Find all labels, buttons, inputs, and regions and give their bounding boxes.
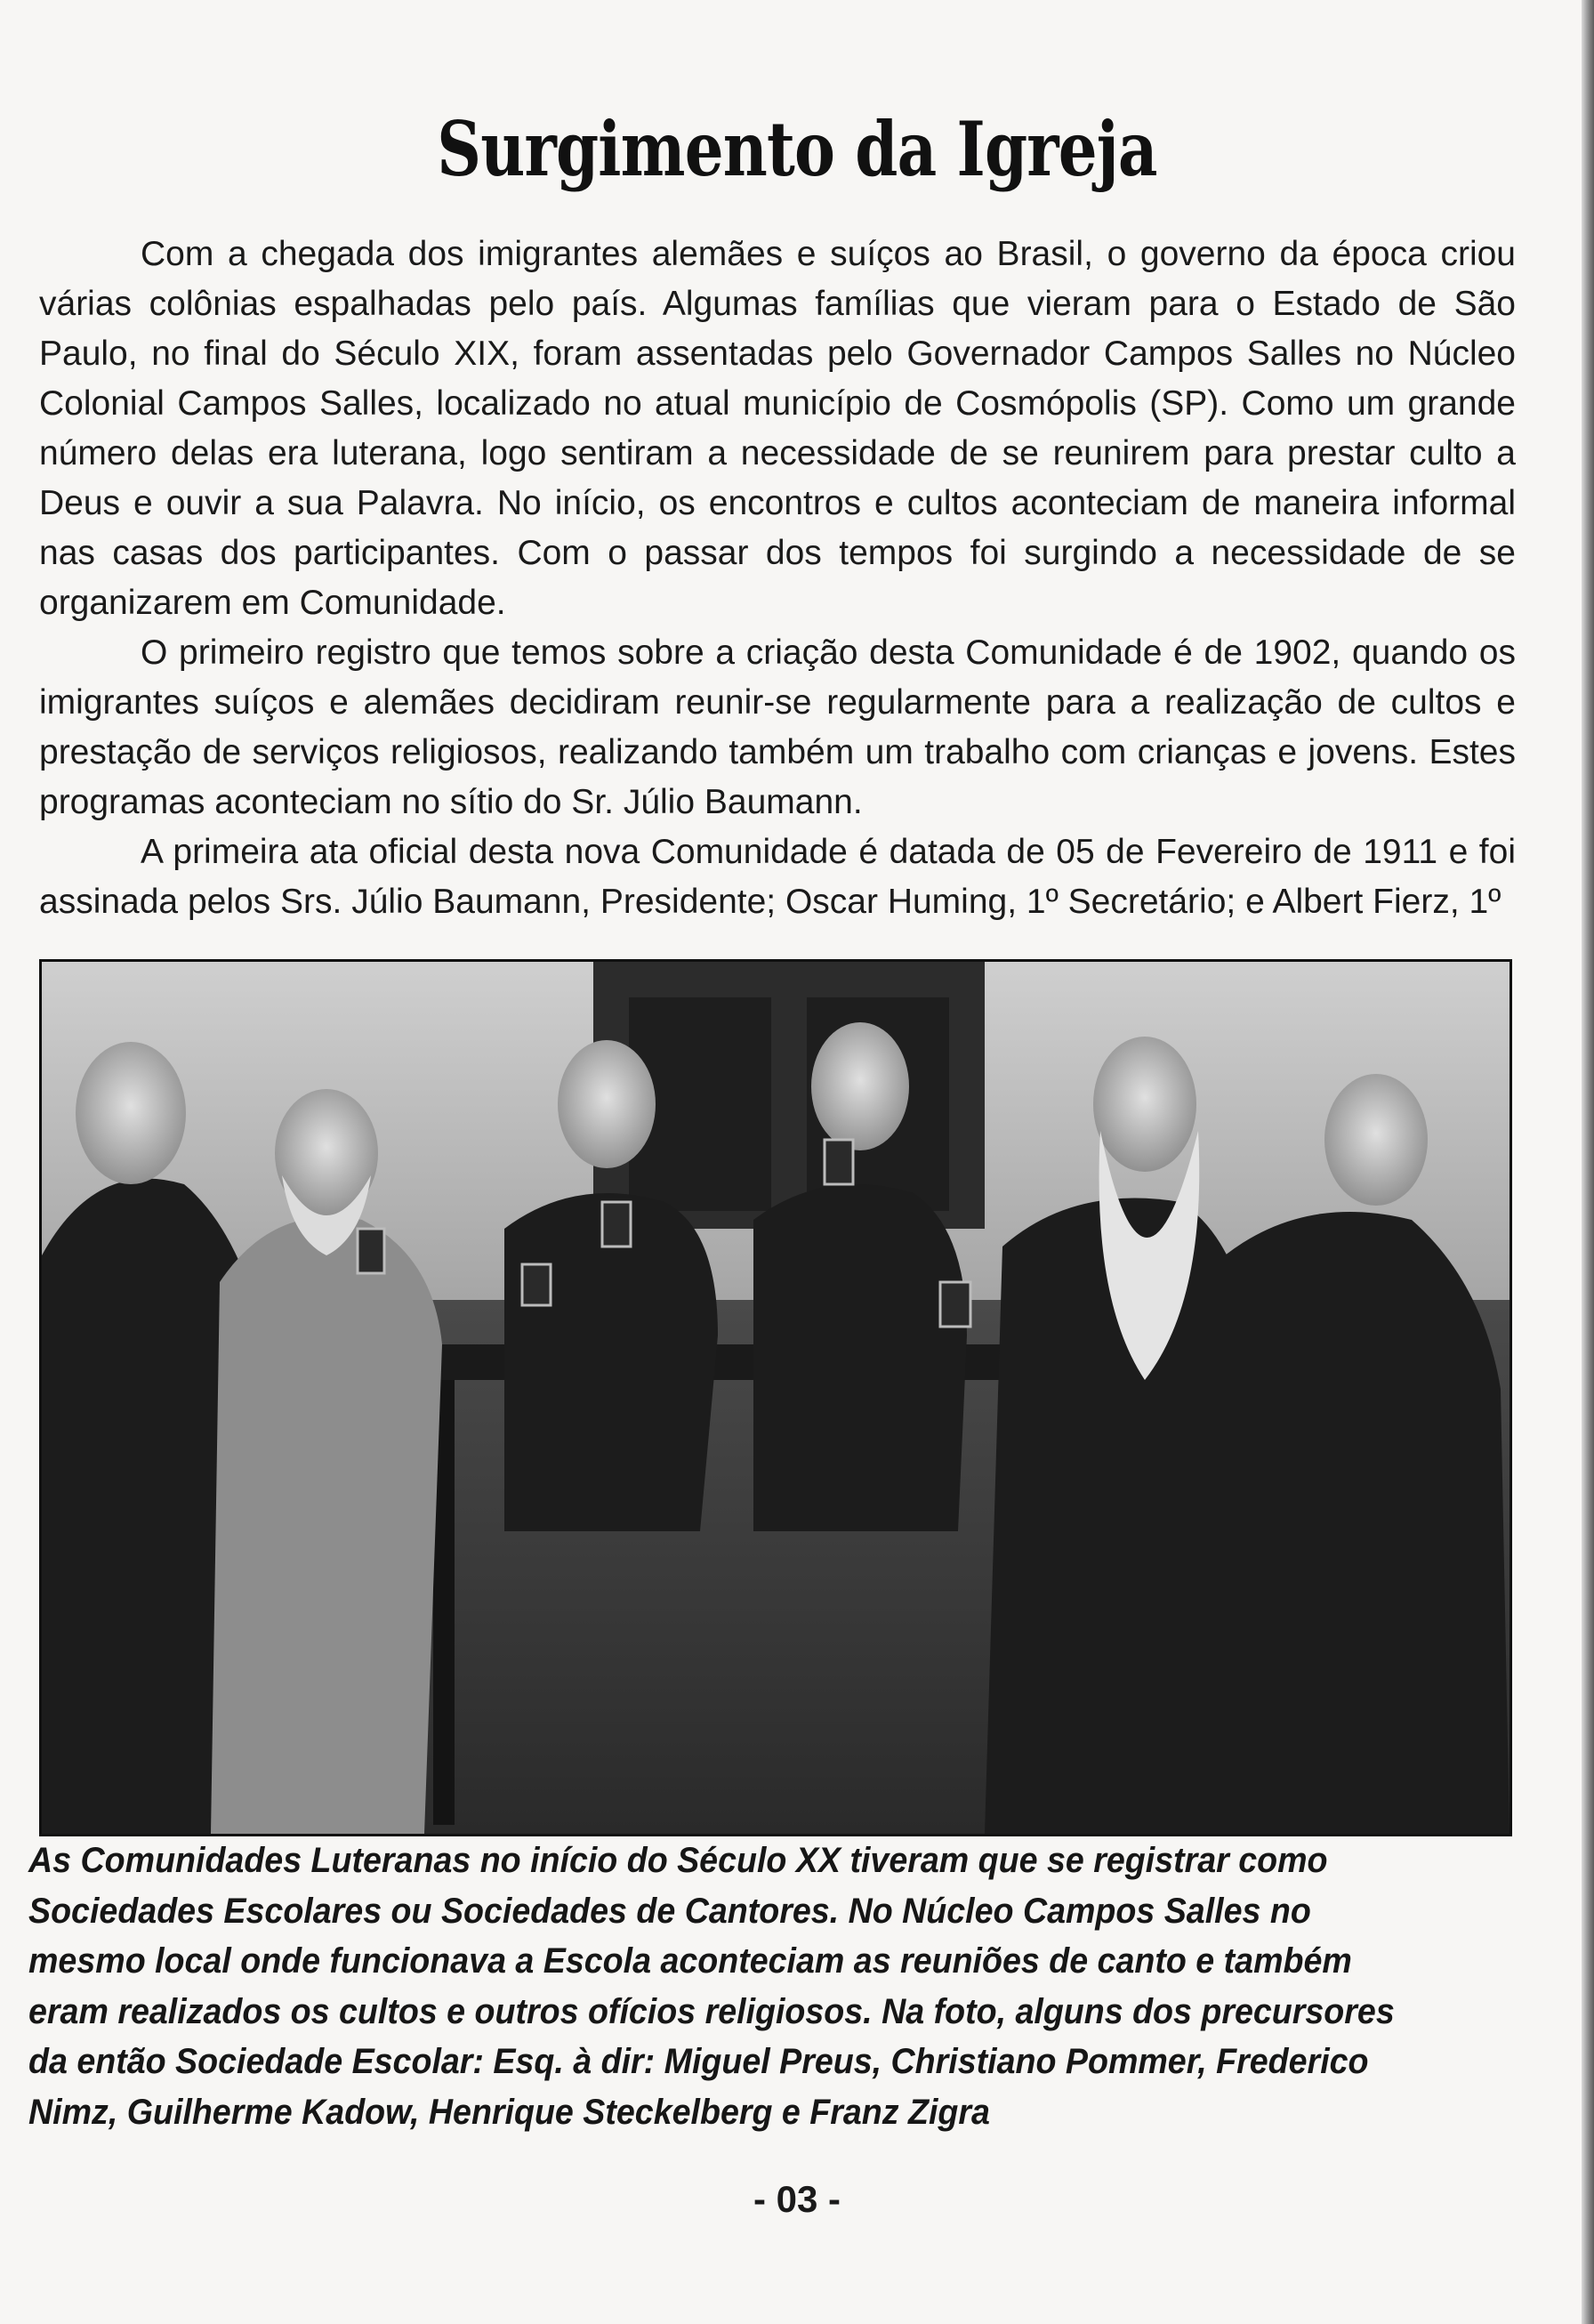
- page-edge-shadow: [1582, 0, 1594, 2324]
- body-text: [39, 230, 1516, 927]
- paragraph-2: O primeiro registro que temos sobre a criação desta Comunidade é de 1902, quando os imigrantes suíços e alemães decidiram reunir-se regularmente para a realização de cultos e prestação de serviços religiosos, realizando também um trabalho com crianças e jovens. Estes programas aconteciam no sítio do Sr. Júlio Baumann.: [39, 633, 1516, 821]
- photo-illustration: [42, 962, 1509, 1834]
- paragraph-1: Com a chegada dos imigrantes alemães e suíços ao Brasil, o governo da época criou várias colônias espalhadas pelo país. Algumas famílias que vieram para o Estado de São Paulo, no final do Século XIX, foram assentadas pelo Governador Campos Salles no Núcleo Colonial Campos Salles, localizado no atual município de Cosmópolis (SP). Como um grande número delas era luterana, logo sentiram a necessidade de se reunirem para prestar culto a Deus e ouvir a sua Palavra. No início, os encontros e cultos aconteciam de maneira informal nas casas dos participantes. Com o passar dos tempos foi surgindo a necessidade de se organizarem em Comunidade.: [39, 235, 1516, 622]
- paragraph-3: A primeira ata oficial desta nova Comunidade é datada de 05 de Fevereiro de 1911 e foi assinada pelos Srs. Júlio Baumann, Presidente; Oscar Huming, 1º Secretário; e Albert Fierz, 1º: [39, 833, 1516, 921]
- page-title: Surgimento da Igreja: [437, 105, 1157, 193]
- page-number: - 03 -: [753, 2178, 841, 2220]
- historical-group-photo: [39, 959, 1512, 1836]
- photo-caption: As Comunidades Luteranas no início do Século XX tiveram que se registrar como Sociedades Escolares ou Sociedades de Cantores. No Núcleo Campos Salles no mesmo local onde funcionava a Escola aconteciam as reuniões de canto e também eram realizados os cultos e outros ofícios religiosos. Na foto, alguns dos precursores da então Sociedade Escolar: Esq. à dir: Miguel Preus, Christiano Pommer, Frederico Nimz, Guilherme Kadow, Henrique Steckelberg e Franz Zigra: [28, 1841, 1395, 2132]
